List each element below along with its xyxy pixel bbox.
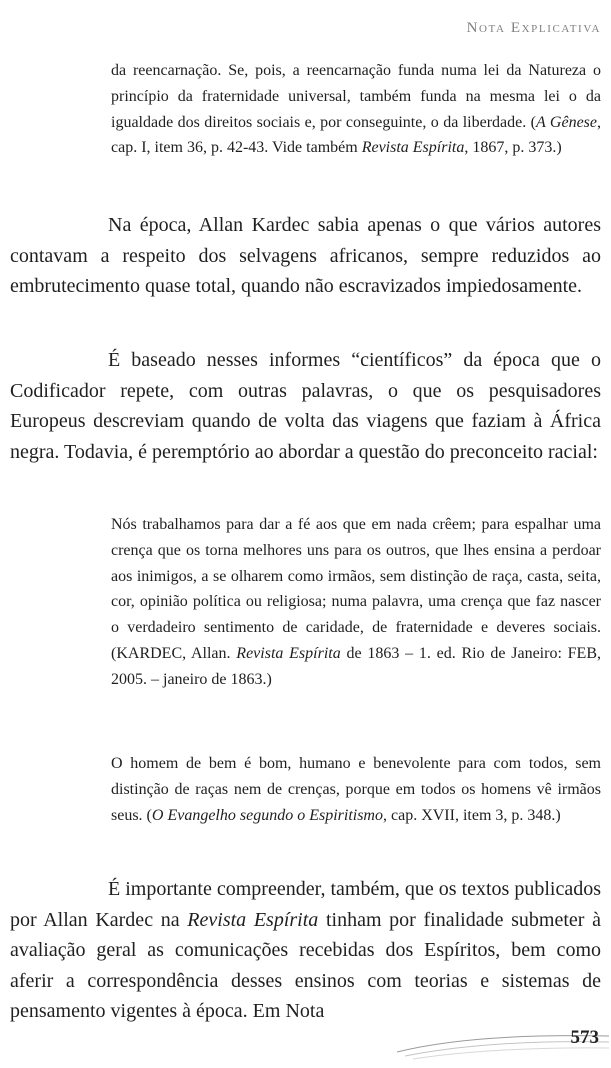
block-quote-top xyxy=(111,58,601,161)
paragraph: É baseado nesses informes “científicos” da época que o Codificador repete, com outras palavras, o que os pesquisadores Europeus descreviam quando de volta das viagens que faziam à África negra. Todavia, é peremptório ao abordar a questão do preconceito racial: xyxy=(10,349,601,463)
quote-journal-title: Revista Espírita xyxy=(361,139,465,157)
quote-text: da reencarnação. Se, pois, a reencarnação funda numa lei da Natureza o princípio da fraternidade universal, também funda na mesma lei o da igualdade dos direitos sociais e, por conseguinte, o da liberdade. ( xyxy=(111,62,601,131)
block-quote-2 xyxy=(111,512,601,693)
body-paragraph-1 xyxy=(10,210,601,302)
page-number: 573 xyxy=(570,1027,599,1048)
quote-text: , cap. I, item 36, p. 42-43. Vide também xyxy=(111,113,601,157)
paragraph: Na época, Allan Kardec sabia apenas o que vários autores contavam a respeito dos selvagens africanos, sempre reduzidos ao embrutecimento quase total, quando não escravizados impiedosamente. xyxy=(10,214,601,297)
quote-journal-title: Revista Espírita xyxy=(236,644,341,662)
quote-text: Nós trabalhamos para dar a fé aos que em nada crêem; para espalhar uma crença que os torna melhores uns para os outros, que lhes ensina a perdoar aos inimigos, a se olharem como irmãos, sem distinção de raça, casta, seita, cor, opinião política ou religiosa; numa palavra, uma crença que faz nascer o verdadeiro sentimento de caridade, de fraternidade e deveres sociais. (KARDEC, Allan. xyxy=(111,516,601,662)
paragraph-text: É importante compreender, também, que os textos publicados por Allan Kardec na xyxy=(10,878,601,931)
quote-text: O homem de bem é bom, humano e benevolente para com todos, sem distinção de raças nem de crenças, porque em todos os homens vê irmãos seus. ( xyxy=(111,755,601,824)
quote-text: , 1867, p. 373.) xyxy=(464,139,562,157)
quote-text: de 1863 – 1. ed. Rio de Janeiro: FEB, 2005. – janeiro de 1863.) xyxy=(111,644,601,688)
running-header: Nota Explicativa xyxy=(466,20,601,36)
quote-paragraph xyxy=(111,512,601,693)
body-paragraph-2 xyxy=(10,345,601,467)
quote-text: , cap. XVII, item 3, p. 348.) xyxy=(382,806,561,824)
block-quote-3 xyxy=(111,751,601,828)
quote-paragraph xyxy=(111,751,601,828)
body-paragraph-3 xyxy=(10,874,601,1027)
journal-title: Revista Espírita xyxy=(187,908,319,931)
paragraph-text: tinham por finalidade submeter à avaliação geral as comunicações recebidas dos Espíritos, bem como aferir a correspondência desses ensinos com teorias e sistemas de pensamento vigentes à época. Em Nota xyxy=(10,908,602,1022)
quote-book-title: O Evangelho segundo o Espiritismo xyxy=(151,806,383,824)
paragraph xyxy=(10,874,601,1027)
quote-book-title: A Gênese xyxy=(536,113,597,131)
quote-paragraph xyxy=(111,58,601,161)
